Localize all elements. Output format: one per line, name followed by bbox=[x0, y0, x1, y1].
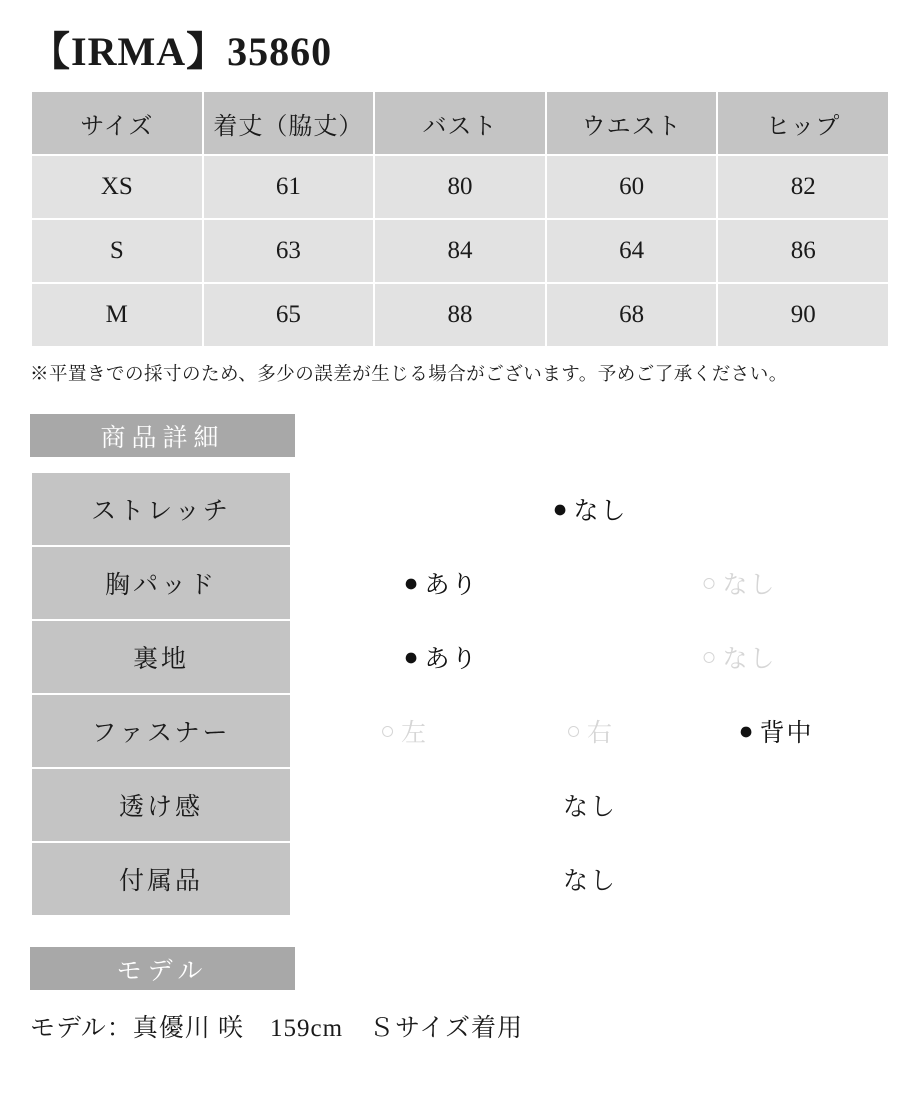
empty-circle-icon: ○ bbox=[379, 717, 398, 745]
detail-value-chest-pad bbox=[291, 546, 889, 620]
cell-length-s: 63 bbox=[203, 219, 375, 283]
table-row bbox=[31, 283, 889, 347]
size-table-body bbox=[31, 155, 889, 347]
filled-circle-icon: ● bbox=[403, 643, 421, 671]
table-row bbox=[31, 620, 889, 694]
cell-bust-m: 88 bbox=[374, 283, 546, 347]
detail-label-zipper: ファスナー bbox=[31, 694, 291, 768]
cell-hip-xs: 82 bbox=[717, 155, 889, 219]
option-stretch-nashi bbox=[552, 491, 627, 527]
cell-hip-s: 86 bbox=[717, 219, 889, 283]
detail-label-chest-pad: 胸パッド bbox=[31, 546, 291, 620]
column-header-waist: ウエスト bbox=[546, 91, 718, 155]
option-group-chest-pad bbox=[292, 547, 888, 619]
option-label: なし bbox=[722, 646, 777, 673]
product-detail-table bbox=[30, 471, 890, 917]
option-chest-pad-ari bbox=[292, 565, 590, 601]
option-group-zipper bbox=[292, 695, 888, 767]
option-label: あり bbox=[424, 646, 479, 673]
table-row bbox=[31, 472, 889, 546]
detail-label-sheerness: 透け感 bbox=[31, 768, 291, 842]
cell-size-m: M bbox=[31, 283, 203, 347]
empty-circle-icon: ○ bbox=[701, 643, 719, 671]
cell-hip-m: 90 bbox=[717, 283, 889, 347]
option-label: あり bbox=[424, 572, 479, 599]
size-table-container bbox=[30, 88, 890, 348]
option-label: なし bbox=[573, 498, 628, 525]
detail-value-accessories bbox=[291, 842, 889, 916]
option-zipper-left bbox=[311, 713, 497, 749]
cell-length-xs: 61 bbox=[203, 155, 375, 219]
product-detail-body bbox=[31, 472, 889, 916]
empty-circle-icon: ○ bbox=[565, 717, 584, 745]
size-table bbox=[30, 90, 890, 348]
cell-waist-xs: 60 bbox=[546, 155, 718, 219]
table-row bbox=[31, 546, 889, 620]
option-group-stretch bbox=[292, 473, 888, 545]
detail-label-lining: 裏地 bbox=[31, 620, 291, 694]
cell-waist-s: 64 bbox=[546, 219, 718, 283]
cell-size-xs: XS bbox=[31, 155, 203, 219]
option-group-lining bbox=[292, 621, 888, 693]
model-description: モデル：真優川 咲 159cm Ｓサイズ着用 bbox=[30, 1015, 524, 1042]
option-label: 背中 bbox=[759, 720, 814, 747]
option-zipper-right bbox=[497, 713, 683, 749]
filled-circle-icon: ● bbox=[738, 717, 756, 745]
table-row bbox=[31, 768, 889, 842]
page-title: 【IRMA】35860 bbox=[30, 29, 333, 74]
option-lining-ari bbox=[292, 639, 590, 675]
table-row bbox=[31, 842, 889, 916]
detail-label-stretch: ストレッチ bbox=[31, 472, 291, 546]
cell-waist-m: 68 bbox=[546, 283, 718, 347]
option-label: 左 bbox=[401, 720, 429, 747]
section-heading-model: モデル bbox=[30, 947, 295, 990]
option-label: 右 bbox=[587, 720, 615, 747]
detail-value-zipper bbox=[291, 694, 889, 768]
detail-value-stretch bbox=[291, 472, 889, 546]
filled-circle-icon: ● bbox=[552, 495, 570, 523]
table-header-row bbox=[31, 91, 889, 155]
table-row bbox=[31, 694, 889, 768]
detail-label-accessories: 付属品 bbox=[31, 842, 291, 916]
filled-circle-icon: ● bbox=[403, 569, 421, 597]
option-zipper-back bbox=[683, 713, 869, 749]
option-lining-nashi bbox=[590, 639, 888, 675]
column-header-length: 着丈（脇丈） bbox=[203, 91, 375, 155]
empty-circle-icon: ○ bbox=[701, 569, 719, 597]
detail-value-lining bbox=[291, 620, 889, 694]
cell-bust-xs: 80 bbox=[374, 155, 546, 219]
accessories-value: なし bbox=[562, 868, 617, 895]
measurement-note: ※平置きでの採寸のため、多少の誤差が生じる場合がございます。予めご了承ください。 bbox=[30, 365, 788, 385]
table-row bbox=[31, 155, 889, 219]
cell-bust-s: 84 bbox=[374, 219, 546, 283]
sheerness-value: なし bbox=[562, 794, 617, 821]
column-header-hip: ヒップ bbox=[717, 91, 889, 155]
size-table-head bbox=[31, 91, 889, 155]
table-row bbox=[31, 219, 889, 283]
column-header-size: サイズ bbox=[31, 91, 203, 155]
cell-length-m: 65 bbox=[203, 283, 375, 347]
column-header-bust: バスト bbox=[374, 91, 546, 155]
section-heading-product-detail: 商品詳細 bbox=[30, 414, 295, 457]
option-chest-pad-nashi bbox=[590, 565, 888, 601]
cell-size-s: S bbox=[31, 219, 203, 283]
option-label: なし bbox=[722, 572, 777, 599]
detail-value-sheerness bbox=[291, 768, 889, 842]
